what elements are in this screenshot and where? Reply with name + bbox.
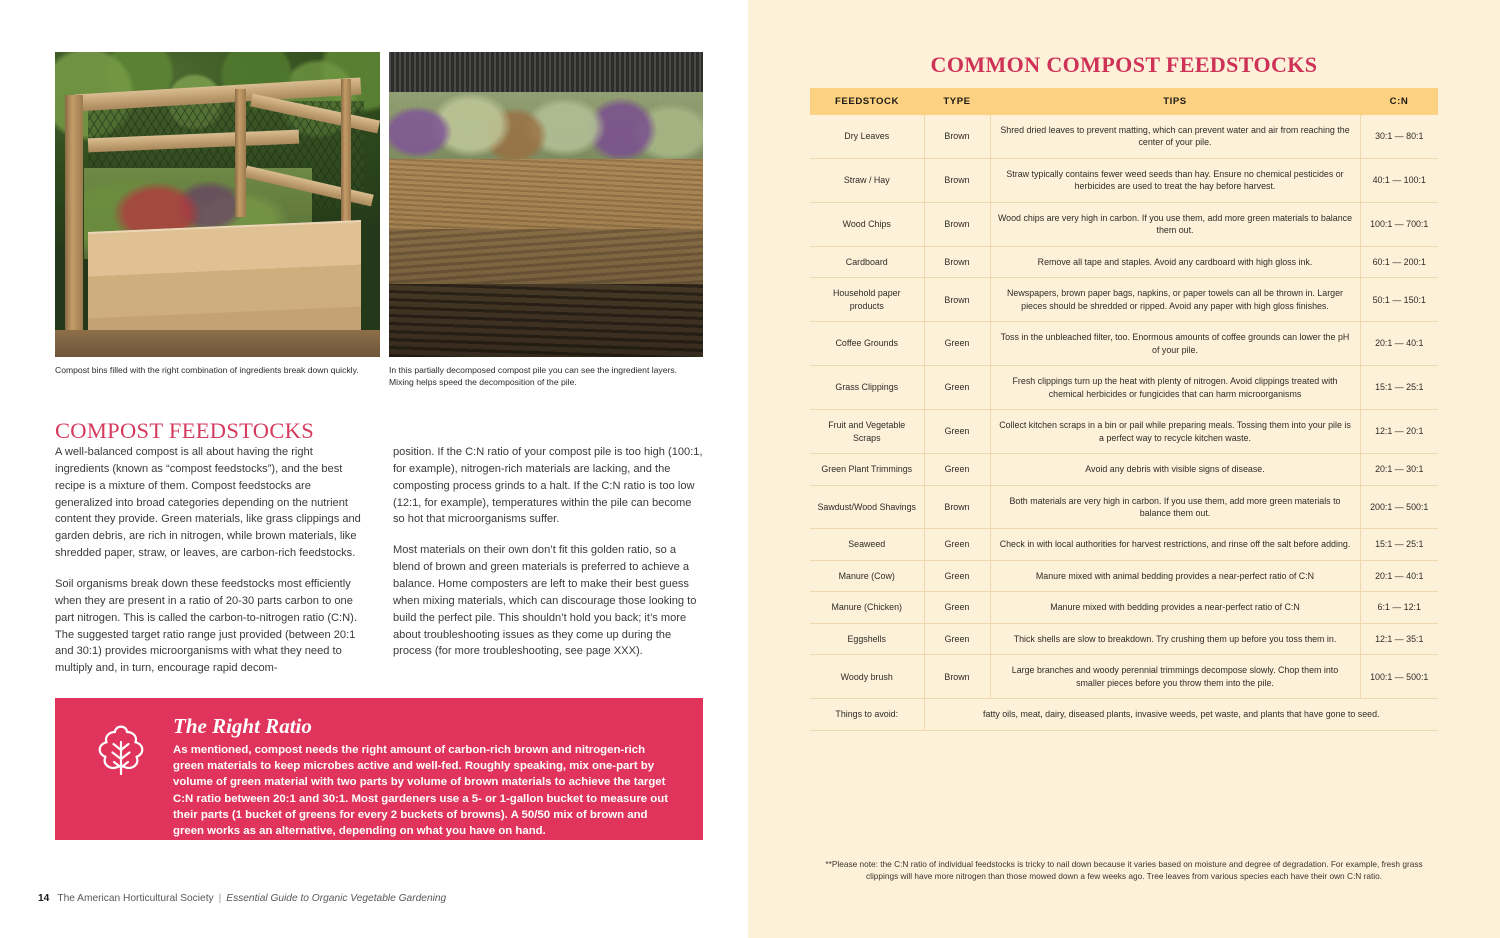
- cell-type: Brown: [924, 158, 990, 202]
- cell-type: Brown: [924, 202, 990, 246]
- cell-tips: Toss in the unbleached filter, too. Enormous amounts of coffee grounds can lower the pH of your pile.: [990, 322, 1360, 366]
- cell-tips: Manure mixed with bedding provides a near-perfect ratio of C:N: [990, 592, 1360, 623]
- cell-type: Green: [924, 592, 990, 623]
- cell-cn: 15:1 — 25:1: [1360, 529, 1438, 560]
- cell-type: Green: [924, 322, 990, 366]
- leafy-greens-icon: [73, 712, 169, 786]
- cell-tips: Thick shells are slow to breakdown. Try crushing them up before you toss them in.: [990, 623, 1360, 654]
- footer-publisher: The American Horticultural Society: [57, 893, 214, 904]
- cell-cn: 15:1 — 25:1: [1360, 366, 1438, 410]
- column-header-cn: C:N: [1360, 88, 1438, 115]
- cell-avoid-text: fatty oils, meat, dairy, diseased plants, invasive weeds, pet waste, and plants that have gone to seed.: [924, 699, 1438, 730]
- cell-type: Green: [924, 529, 990, 560]
- cell-cn: 6:1 — 12:1: [1360, 592, 1438, 623]
- table-row: [810, 560, 1438, 591]
- cell-tips: Newspapers, brown paper bags, napkins, or paper towels can all be thrown in. Larger pieces should be shredded or ripped. Avoid any paper with high gloss finishes.: [990, 278, 1360, 322]
- footer-separator: |: [218, 893, 222, 904]
- table-footnote: **Please note: the C:N ratio of individual feedstocks is tricky to nail down because it varies based on moisture and degree of degradation. For example, fresh grass clippings will have more nitrogen than those mowed down a few weeks ago. Tree leaves from various species each have their own C:N ratio.: [825, 859, 1423, 882]
- cell-avoid-label: Things to avoid:: [810, 699, 924, 730]
- feedstocks-table: [810, 88, 1438, 731]
- table-row-things-to-avoid: [810, 699, 1438, 730]
- cell-type: Green: [924, 454, 990, 485]
- callout-title: The Right Ratio: [173, 714, 312, 738]
- paragraph: Soil organisms break down these feedstocks most efficiently when they are present in a ratio of 20-30 parts carbon to one part nitrogen. This is called the carbon-to-nitrogen ratio (C:N). The suggested target ratio range just provided (between 20:1 and 30:1) provides microorganisms with what they need to multiply and, in turn, encourage rapid decom-: [55, 578, 357, 675]
- table-body: [810, 115, 1438, 730]
- cell-cn: 40:1 — 100:1: [1360, 158, 1438, 202]
- page-title: COMPOST FEEDSTOCKS: [55, 418, 315, 443]
- table-row: [810, 246, 1438, 277]
- cell-tips: Manure mixed with animal bedding provides a near-perfect ratio of C:N: [990, 560, 1360, 591]
- cell-feedstock: Dry Leaves: [810, 115, 924, 158]
- page-number: 14: [38, 893, 50, 904]
- body-columns: [55, 444, 703, 691]
- cell-type: Brown: [924, 246, 990, 277]
- table-row: [810, 529, 1438, 560]
- cell-tips: Wood chips are very high in carbon. If you use them, add more green materials to balance them out.: [990, 202, 1360, 246]
- cell-type: Brown: [924, 278, 990, 322]
- left-page: [0, 0, 748, 938]
- cell-feedstock: Household paper products: [810, 278, 924, 322]
- cell-tips: Remove all tape and staples. Avoid any cardboard with high gloss ink.: [990, 246, 1360, 277]
- cell-feedstock: Cardboard: [810, 246, 924, 277]
- cell-feedstock: Fruit and Vegetable Scraps: [810, 410, 924, 454]
- cell-cn: 100:1 — 500:1: [1360, 655, 1438, 699]
- column-header-tips: TIPS: [990, 88, 1360, 115]
- cell-tips: Large branches and woody perennial trimmings decompose slowly. Chop them into smaller pieces before you throw them into the pile.: [990, 655, 1360, 699]
- cell-type: Green: [924, 560, 990, 591]
- compost-layers-photo: [389, 52, 703, 357]
- table-header-row: [810, 88, 1438, 115]
- table-row: [810, 115, 1438, 158]
- cell-feedstock: Manure (Chicken): [810, 592, 924, 623]
- footer-book-title: Essential Guide to Organic Vegetable Gardening: [226, 893, 447, 904]
- cell-cn: 60:1 — 200:1: [1360, 246, 1438, 277]
- table-row: [810, 322, 1438, 366]
- cell-cn: 12:1 — 35:1: [1360, 623, 1438, 654]
- paragraph: Most materials on their own don’t fit this golden ratio, so a blend of brown and green materials is preferred to achieve a balance. Home composters are left to make their best guess when mixing materials, which can discourage those looking to build the perfect pile. This shouldn’t hold you back; it’s more about troubleshooting issues as they come up during the process (for more troubleshooting, see page XXX).: [393, 544, 697, 658]
- cell-tips: Collect kitchen scraps in a bin or pail while preparing meals. Tossing them into your pile is a perfect way to recycle kitchen waste.: [990, 410, 1360, 454]
- callout-text: As mentioned, compost needs the right amount of carbon-rich brown and nitrogen-rich green materials to keep microbes active and well-fed. Roughly speaking, mix one-part by volume of green material with two parts by volume of brown materials to achieve the target C:N ratio between 20:1 and 30:1. Most gardeners use a 5- or 1-gallon bucket to measure out their parts (1 bucket of greens for every 2 buckets of browns). A 50/50 mix of brown and green works as an alternative, depending on what you have on hand.: [173, 744, 668, 837]
- cell-cn: 20:1 — 30:1: [1360, 454, 1438, 485]
- table-row: [810, 158, 1438, 202]
- cell-feedstock: Seaweed: [810, 529, 924, 560]
- cell-cn: 12:1 — 20:1: [1360, 410, 1438, 454]
- cell-feedstock: Manure (Cow): [810, 560, 924, 591]
- table-row: [810, 592, 1438, 623]
- cell-cn: 20:1 — 40:1: [1360, 560, 1438, 591]
- cell-cn: 30:1 — 80:1: [1360, 115, 1438, 158]
- caption-compost-bin: Compost bins filled with the right combination of ingredients break down quickly.: [55, 365, 359, 375]
- compost-bin-photo: [55, 52, 380, 357]
- table-row: [810, 623, 1438, 654]
- cell-type: Brown: [924, 655, 990, 699]
- cell-feedstock: Eggshells: [810, 623, 924, 654]
- cell-feedstock: Sawdust/Wood Shavings: [810, 485, 924, 529]
- caption-compost-layers: In this partially decomposed compost pile you can see the ingredient layers. Mixing helps speed the decomposition of the pile.: [389, 365, 678, 387]
- cell-cn: 200:1 — 500:1: [1360, 485, 1438, 529]
- column-header-feedstock: FEEDSTOCK: [810, 88, 924, 115]
- table-row: [810, 202, 1438, 246]
- cell-feedstock: Green Plant Trimmings: [810, 454, 924, 485]
- cell-cn: 100:1 — 700:1: [1360, 202, 1438, 246]
- column-header-type: TYPE: [924, 88, 990, 115]
- cell-feedstock: Wood Chips: [810, 202, 924, 246]
- cell-tips: Fresh clippings turn up the heat with plenty of nitrogen. Avoid clippings treated with chemical herbicides or fungicides that can harm microorganisms: [990, 366, 1360, 410]
- table-row: [810, 454, 1438, 485]
- cell-cn: 50:1 — 150:1: [1360, 278, 1438, 322]
- table-row: [810, 485, 1438, 529]
- table-row: [810, 410, 1438, 454]
- page-footer: [38, 893, 446, 904]
- body-column-right: [393, 444, 703, 691]
- paragraph: position. If the C:N ratio of your compost pile is too high (100:1, for example), nitrogen-rich materials are lacking, and the composting process grinds to a halt. If the C:N ratio is too low (12:1, for example), temperatures within the pile can become so hot that microorganisms suffer.: [393, 446, 703, 526]
- right-ratio-callout: [55, 698, 703, 840]
- cell-type: Green: [924, 410, 990, 454]
- cell-type: Brown: [924, 485, 990, 529]
- table-title: COMMON COMPOST FEEDSTOCKS: [930, 52, 1318, 77]
- cell-feedstock: Grass Clippings: [810, 366, 924, 410]
- cell-type: Green: [924, 366, 990, 410]
- cell-feedstock: Woody brush: [810, 655, 924, 699]
- cell-cn: 20:1 — 40:1: [1360, 322, 1438, 366]
- paragraph: A well-balanced compost is all about having the right ingredients (known as “compost feedstocks”), and the best recipe is a mixture of them. Compost feedstocks are generalized into broad categories depending on the nutrient content they provide. Green materials, like grass clippings and garden debris, are rich in nitrogen, while brown materials, like shredded paper, straw, or leaves, are carbon-rich feedstocks.: [55, 446, 361, 560]
- cell-tips: Straw typically contains fewer weed seeds than hay. Ensure no chemical pesticides or herbicides are used to treat the hay before harvest.: [990, 158, 1360, 202]
- cell-tips: Both materials are very high in carbon. If you use them, add more green materials to balance them out.: [990, 485, 1360, 529]
- body-column-left: [55, 444, 365, 691]
- cell-tips: Shred dried leaves to prevent matting, which can prevent water and air from reaching the center of your pile.: [990, 115, 1360, 158]
- cell-tips: Check in with local authorities for harvest restrictions, and rinse off the salt before adding.: [990, 529, 1360, 560]
- table-row: [810, 366, 1438, 410]
- table-row: [810, 278, 1438, 322]
- right-page: [748, 0, 1500, 938]
- photo-row: [55, 52, 703, 357]
- callout-body: [173, 712, 679, 839]
- cell-tips: Avoid any debris with visible signs of disease.: [990, 454, 1360, 485]
- photo-captions: [55, 365, 703, 388]
- cell-type: Brown: [924, 115, 990, 158]
- cell-feedstock: Straw / Hay: [810, 158, 924, 202]
- cell-type: Green: [924, 623, 990, 654]
- cell-feedstock: Coffee Grounds: [810, 322, 924, 366]
- table-row: [810, 655, 1438, 699]
